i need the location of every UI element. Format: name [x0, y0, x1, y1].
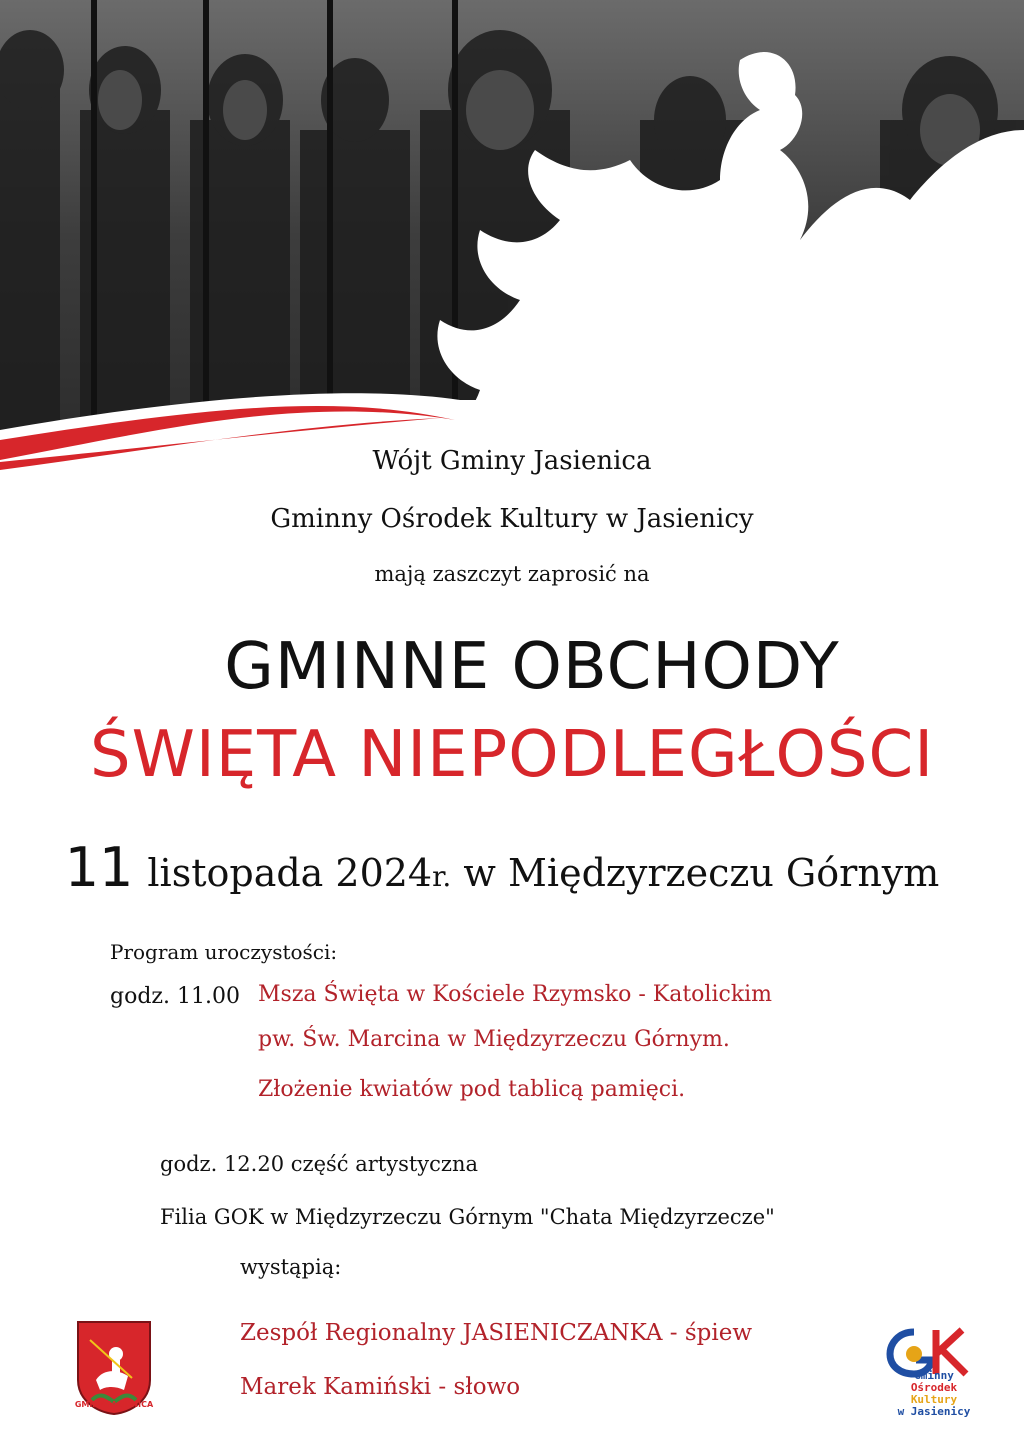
gok-line-1: Gminny — [914, 1369, 954, 1382]
title-line-2: ŚWIĘTA NIEPODLEGŁOŚCI — [89, 718, 935, 792]
program-item1-line3: Złożenie kwiatów pod tablicą pamięci. — [258, 1077, 686, 1102]
crest-text: GMINA JASIENICA — [74, 1400, 154, 1409]
organizer-1: Wójt Gminy Jasienica — [372, 446, 652, 476]
hero-photo — [0, 0, 1024, 470]
invite-text: mają zaszczyt zaprosić na — [374, 562, 650, 586]
gok-text — [884, 1370, 984, 1418]
program-item1-line2: pw. Św. Marcina w Międzyrzeczu Górnym. — [258, 1027, 730, 1052]
gok-line-3: Kultury — [910, 1393, 958, 1406]
program-item1-line1: Msza Święta w Kościele Rzymsko - Katolickim — [258, 982, 773, 1007]
gok-line-2: Ośrodek — [910, 1381, 958, 1394]
date-place: w Międzyrzeczu Górnym — [463, 851, 940, 895]
program-item1-time: godz. 11.00 — [110, 984, 240, 1009]
date-line — [0, 836, 1014, 899]
date-month-year: listopada 2024 — [147, 851, 433, 895]
performer-2: Marek Kamiński - słowo — [240, 1374, 521, 1400]
date-day: 11 — [64, 836, 134, 899]
program-label: Program uroczystości: — [110, 940, 338, 964]
organizer-2: Gminny Ośrodek Kultury w Jasienicy — [270, 504, 754, 534]
program-item2 — [160, 1152, 478, 1176]
title-line-1: GMINNE OBCHODY — [224, 630, 840, 704]
date-suffix: r. — [432, 860, 452, 893]
program-item2-venue: Filia GOK w Międzyrzeczu Górnym "Chata Międzyrzecze" — [160, 1205, 775, 1229]
gok-line-4: w Jasienicy — [897, 1405, 971, 1418]
program-performers-label: wystąpią: — [240, 1255, 342, 1279]
program-item2-time: godz. 12.20 — [160, 1152, 285, 1176]
program-item2-desc: część artystyczna — [290, 1152, 479, 1176]
performer-1: Zespół Regionalny JASIENICZANKA - śpiew — [240, 1320, 753, 1346]
